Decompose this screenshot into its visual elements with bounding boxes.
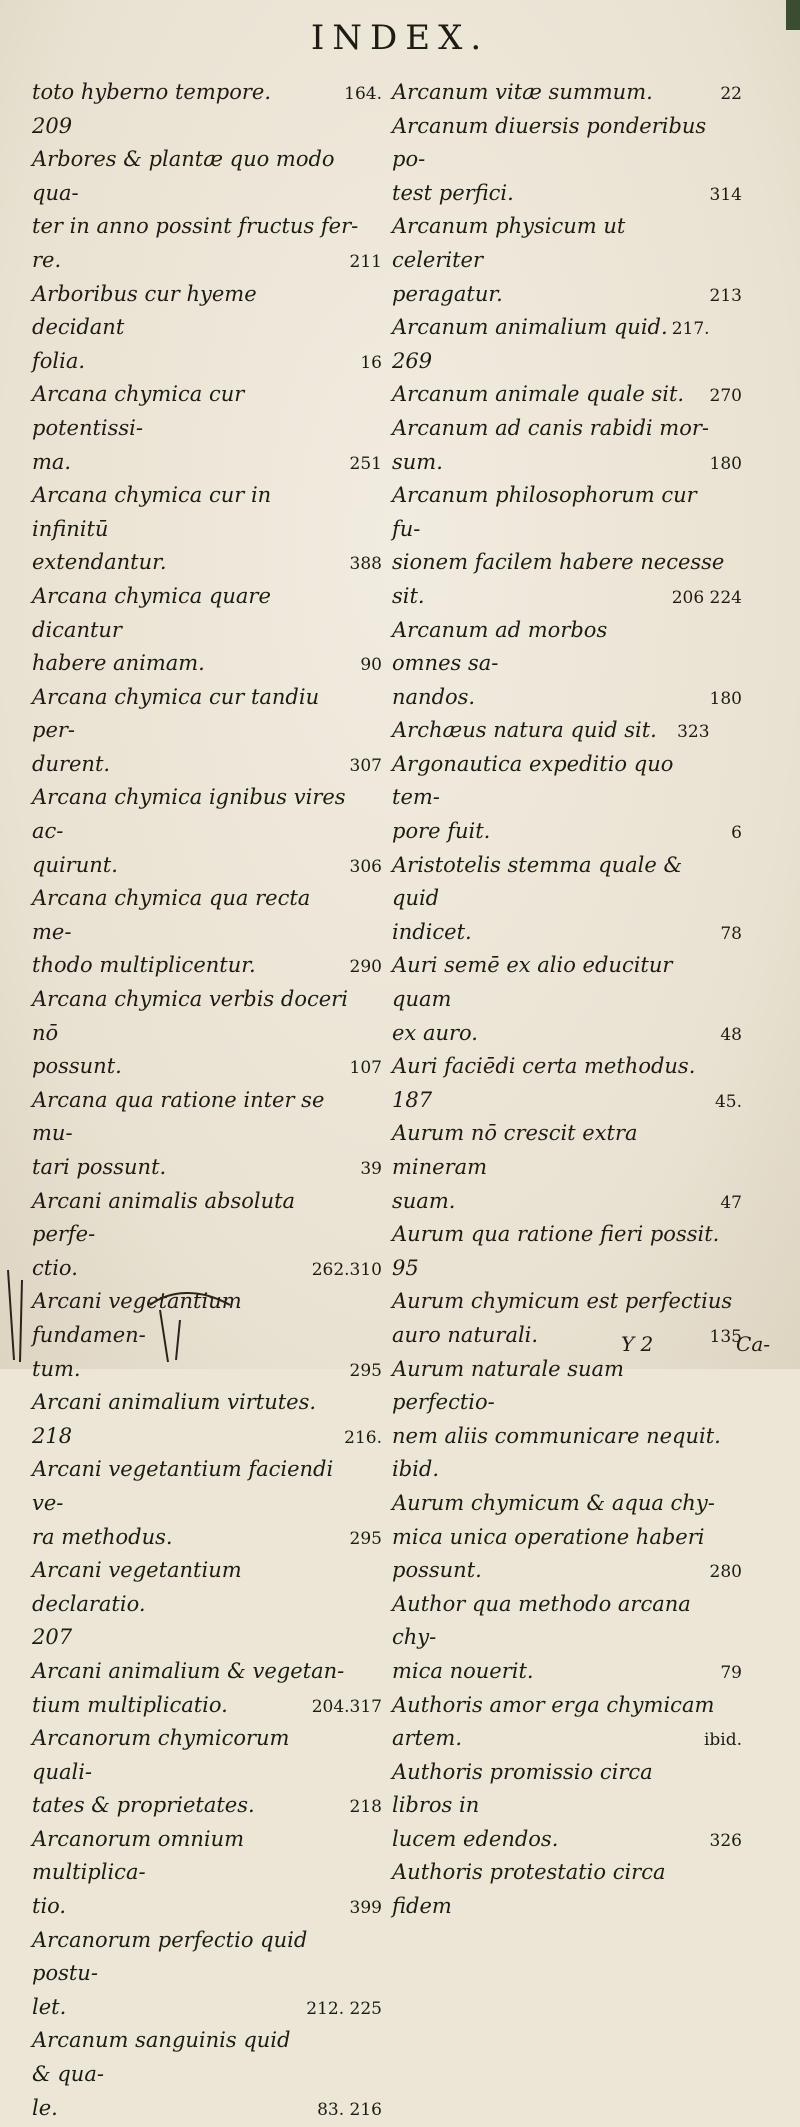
entry-text: Arcana chymica ignibus vires ac- xyxy=(32,785,346,844)
entry-text: Arcanorum omnium multiplica- xyxy=(32,1826,245,1885)
entry-text: sit. xyxy=(392,583,425,608)
page-title: INDEX. xyxy=(310,18,490,58)
entry-text: tio. xyxy=(32,1894,67,1919)
index-entry xyxy=(32,110,382,144)
index-entry xyxy=(32,1655,382,1689)
index-entry xyxy=(32,580,382,647)
index-entry xyxy=(392,1487,742,1521)
entry-text: Arcanum vitæ summum. xyxy=(392,80,653,104)
entry-text: tium multiplicatio. xyxy=(32,1692,228,1717)
page-reference: 251 xyxy=(349,453,382,474)
entry-text: 207 xyxy=(32,1625,73,1650)
entry-text: Aristotelis stemma quale & quid xyxy=(392,852,683,911)
entry-text: Arcana qua ratione inter se mu- xyxy=(32,1087,325,1146)
page-reference: 295 xyxy=(349,1360,382,1381)
index-entry xyxy=(392,345,742,379)
page-reference: 79 xyxy=(720,1662,742,1683)
entry-text: mica unica operatione haberi xyxy=(392,1524,705,1549)
index-entry xyxy=(32,681,382,748)
index-entry xyxy=(392,479,742,546)
entry-text: ter in anno possint fructus fer- xyxy=(32,214,359,239)
index-entry xyxy=(392,681,742,715)
entry-text: Arcanum ad morbos omnes sa- xyxy=(392,617,608,676)
index-entry xyxy=(392,1084,742,1118)
page-reference: 262.310 xyxy=(311,1259,382,1280)
index-entry xyxy=(392,1285,742,1319)
entry-text: Aurum qua ratione fieri possit. xyxy=(392,1222,720,1247)
entry-text: Arcana chymica verbis doceri nō xyxy=(32,987,348,1045)
entry-text: toto hyberno tempore. xyxy=(32,80,271,104)
entry-text: suam. xyxy=(392,1188,456,1213)
index-entry xyxy=(392,311,742,345)
entry-text: Arcanum animale quale sit. xyxy=(392,382,685,407)
entry-text: peragatur. xyxy=(392,281,503,306)
index-entry xyxy=(32,2092,382,2126)
page-reference: 107 xyxy=(349,1058,382,1079)
entry-text: test perfici. xyxy=(392,180,514,205)
page-reference: 16 xyxy=(360,352,382,373)
entry-text: Arcana chymica quare dicantur xyxy=(32,583,271,642)
index-entry xyxy=(392,1588,742,1655)
index-entry xyxy=(392,1722,742,1756)
index-column-left xyxy=(32,76,382,2127)
entry-text: ctio. xyxy=(32,1255,78,1280)
page-reference: 45. xyxy=(714,1091,742,1112)
page-reference: 39 xyxy=(360,1159,382,1179)
entry-text: ex auro. xyxy=(392,1020,478,1045)
page-reference: 48 xyxy=(720,1024,742,1045)
entry-text: Arcani animalium & vegetan- xyxy=(32,1658,345,1683)
index-entry xyxy=(392,1353,742,1420)
entry-text: tari possunt. xyxy=(32,1155,167,1179)
page-reference: 399 xyxy=(349,1898,382,1919)
entry-text: 209 xyxy=(32,113,73,138)
entry-text: possunt. xyxy=(32,1054,122,1079)
entry-text: Authoris promissio circa libros in xyxy=(392,1759,653,1818)
entry-text: Authoris protestatio circa fidem xyxy=(392,1860,666,1919)
index-entry xyxy=(392,546,742,580)
index-entry xyxy=(392,916,742,950)
index-entry xyxy=(392,1689,742,1723)
entry-text: Arcana chymica cur tandiu per- xyxy=(32,684,320,743)
index-entry xyxy=(392,1017,742,1051)
index-entry xyxy=(392,1655,742,1689)
entry-text: indicet. xyxy=(392,919,472,944)
index-entry xyxy=(392,1823,742,1857)
entry-text: sum. xyxy=(392,449,443,474)
index-entry xyxy=(392,1554,742,1588)
index-entry xyxy=(392,949,742,1016)
page-reference: 211 xyxy=(349,251,382,272)
entry-text: ibid. xyxy=(392,1457,439,1482)
entry-text: ma. xyxy=(32,449,72,474)
page-reference: 280 xyxy=(709,1562,742,1583)
page-reference: 270 xyxy=(709,386,742,407)
index-entry xyxy=(32,748,382,782)
entry-text: Arcanum ad canis rabidi mor- xyxy=(392,415,709,440)
index-entry xyxy=(32,1521,382,1555)
page-reference: 295 xyxy=(349,1528,382,1549)
entry-text: Authoris amor erga chymicam xyxy=(392,1692,715,1717)
entry-text: auro naturali. xyxy=(392,1322,539,1347)
signature-line xyxy=(621,1332,770,1356)
index-entry xyxy=(392,748,742,815)
index-entry xyxy=(392,1420,742,1454)
entry-text: Archæus natura quid sit. xyxy=(392,718,657,743)
index-entry xyxy=(392,614,742,681)
catchword: Ca- xyxy=(736,1332,770,1356)
page-reference: 314 xyxy=(709,184,742,205)
page-reference: 307 xyxy=(349,755,382,776)
index-entry xyxy=(392,1185,742,1219)
index-entry xyxy=(392,1453,742,1487)
index-entry xyxy=(32,949,382,983)
index-entry xyxy=(392,580,742,614)
entry-text: Arcanorum chymicorum quali- xyxy=(32,1726,290,1784)
page-reference: 83. 216 xyxy=(317,2099,382,2120)
page-reference: 306 xyxy=(349,856,382,877)
index-entry xyxy=(32,143,382,210)
entry-text: possunt. xyxy=(392,1558,482,1583)
entry-text: Arboribus cur hyeme decidant xyxy=(32,281,257,340)
index-entry xyxy=(32,1890,382,1924)
index-entry xyxy=(32,378,382,445)
page-reference: 6 xyxy=(731,823,742,844)
index-entry xyxy=(392,278,742,312)
index-entry xyxy=(392,1521,742,1555)
index-entry xyxy=(32,882,382,949)
index-entry xyxy=(32,1554,382,1621)
entry-text: Arcanum philosophorum cur fu- xyxy=(392,483,697,541)
entry-text: nandos. xyxy=(392,684,476,709)
index-entry xyxy=(32,278,382,345)
entry-text: Argonautica expeditio quo tem- xyxy=(392,751,674,810)
entry-text: thodo multiplicentur. xyxy=(32,953,256,978)
index-entry xyxy=(32,647,382,681)
entry-text: Arcani animalis absoluta perfe- xyxy=(32,1188,296,1247)
index-column-right xyxy=(392,76,742,1924)
page-reference: ibid. xyxy=(703,1730,742,1751)
index-entry xyxy=(392,177,742,211)
entry-text: Aurum chymicum est perfectius xyxy=(392,1289,733,1314)
index-entry xyxy=(32,479,382,546)
page-reference: 216. xyxy=(344,1427,382,1448)
entry-text: 218 xyxy=(32,1423,73,1448)
index-entry xyxy=(392,446,742,480)
index-entry xyxy=(32,1789,382,1823)
index-entry xyxy=(32,1453,382,1520)
page-reference: 78 xyxy=(720,923,742,944)
page-reference: 180 xyxy=(709,453,742,474)
entry-text: Auri faciēdi certa methodus. xyxy=(392,1054,696,1079)
page-reference: 213 xyxy=(709,285,742,306)
index-entry xyxy=(32,546,382,580)
index-entry xyxy=(32,210,382,244)
index-entry xyxy=(392,1117,742,1184)
index-entry xyxy=(32,244,382,278)
entry-text: Arcanorum perfectio quid postu- xyxy=(32,1927,308,1986)
entry-text: Arcani vegetantium faciendi ve- xyxy=(32,1457,334,1515)
index-entry xyxy=(32,1924,382,1991)
entry-text: 187 xyxy=(392,1087,433,1112)
entry-text: quirunt. xyxy=(32,852,118,877)
entry-text: ra methodus. xyxy=(32,1524,173,1549)
entry-text: Arcana chymica qua recta me- xyxy=(32,886,311,944)
index-entry xyxy=(32,1689,382,1723)
entry-text: artem. xyxy=(392,1726,463,1751)
index-entry xyxy=(392,1856,742,1923)
entry-text: Arbores & plantæ quo modo qua- xyxy=(32,147,335,205)
index-entry xyxy=(32,76,382,110)
entry-text: folia. xyxy=(32,348,86,373)
page-reference: 180 xyxy=(709,688,742,709)
index-entry xyxy=(32,1084,382,1151)
index-entry xyxy=(392,1756,742,1823)
page-reference: 135 xyxy=(709,1326,742,1347)
page-reference: 217. xyxy=(671,319,710,340)
entry-text: re. xyxy=(32,247,62,272)
index-entry xyxy=(32,1823,382,1890)
entry-text: mica nouerit. xyxy=(392,1658,534,1683)
entry-text: nem aliis communicare nequit. xyxy=(392,1423,721,1448)
entry-text: habere animam. xyxy=(32,651,205,676)
page-reference: 164. xyxy=(344,84,382,104)
index-entry xyxy=(32,446,382,480)
index-entry xyxy=(392,1218,742,1252)
entry-text: Arcanum diuersis ponderibus po- xyxy=(392,113,707,172)
signature-mark: Y 2 xyxy=(621,1332,654,1356)
entry-text: lucem edendos. xyxy=(392,1826,559,1851)
index-entry xyxy=(32,1151,382,1185)
index-entry xyxy=(32,983,382,1050)
index-entry xyxy=(32,1185,382,1252)
index-entry xyxy=(32,345,382,379)
page-reference: 22 xyxy=(720,84,742,104)
entry-text: Arcani vegetantium fundamen- xyxy=(32,1289,242,1347)
page-reference: 290 xyxy=(349,957,382,978)
page-reference: 218 xyxy=(349,1797,382,1818)
entry-text: sionem facilem habere necesse xyxy=(392,550,725,575)
entry-text: 269 xyxy=(392,348,433,373)
page-reference: 326 xyxy=(709,1830,742,1851)
entry-text: Auri semē ex alio educitur quam xyxy=(392,953,673,1012)
entry-text: Aurum chymicum & aqua chy- xyxy=(392,1490,715,1515)
entry-text: Arcanum animalium quid. xyxy=(392,315,668,340)
entry-text: Aurum naturale suam perfectio- xyxy=(392,1356,624,1415)
entry-text: extendantur. xyxy=(32,550,167,575)
index-entry xyxy=(392,76,742,110)
index-entry xyxy=(32,1722,382,1789)
page-reference: 206 224 xyxy=(671,587,742,608)
entry-text: Arcani vegetantium declaratio. xyxy=(32,1558,242,1616)
entry-text: durent. xyxy=(32,751,111,776)
entry-text: Aurum nō crescit extra mineram xyxy=(392,1121,638,1179)
index-entry xyxy=(32,1420,382,1454)
page-reference: 212. 225 xyxy=(306,1998,382,2019)
index-entry xyxy=(32,781,382,848)
page-reference: 90 xyxy=(360,655,382,676)
index-entry xyxy=(392,110,742,177)
entry-text: Author qua methodo arcana chy- xyxy=(392,1591,691,1650)
entry-text: le. xyxy=(32,2095,58,2120)
entry-text: 95 xyxy=(392,1255,419,1280)
page-reference: 323 xyxy=(677,722,710,743)
entry-text: let. xyxy=(32,1994,67,2019)
index-entry xyxy=(32,1991,382,2025)
entry-text: pore fuit. xyxy=(392,819,491,844)
index-entry xyxy=(392,412,742,446)
index-entry xyxy=(392,1252,742,1286)
index-entry xyxy=(32,1621,382,1655)
entry-text: tates & proprietates. xyxy=(32,1793,255,1818)
index-entry xyxy=(392,815,742,849)
entry-text: tum. xyxy=(32,1356,81,1381)
index-entry xyxy=(32,1050,382,1084)
page-reference: 204.317 xyxy=(311,1696,382,1717)
index-entry xyxy=(32,2024,382,2091)
entry-text: Arcani animalium virtutes. xyxy=(32,1390,317,1415)
index-entry xyxy=(32,849,382,883)
entry-text: Arcana chymica cur potentissi- xyxy=(32,382,245,440)
index-entry xyxy=(392,210,742,277)
index-entry xyxy=(392,714,742,748)
index-entry xyxy=(392,378,742,412)
entry-text: Arcana chymica cur in infinitū xyxy=(32,483,272,541)
entry-text: Arcanum physicum ut celeriter xyxy=(392,214,626,272)
page-reference: 388 xyxy=(349,554,382,575)
page-reference: 47 xyxy=(720,1192,742,1213)
margin-scribble-drawing xyxy=(0,1250,300,1369)
index-entry xyxy=(392,849,742,916)
entry-text: Arcanum sanguinis quid & qua- xyxy=(32,2028,291,2087)
